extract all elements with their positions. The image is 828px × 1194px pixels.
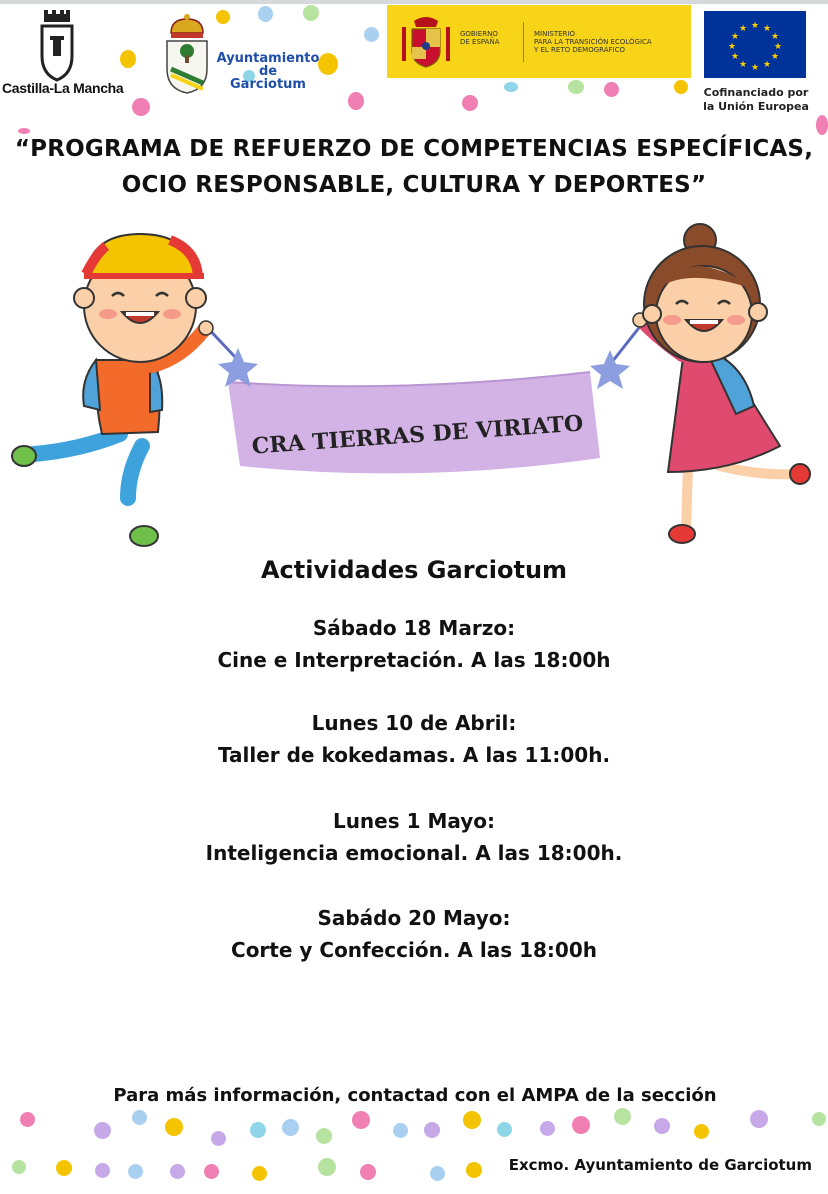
eu-flag-icon <box>704 11 806 78</box>
castilla-la-mancha-label: Castilla-La Mancha <box>2 80 124 96</box>
activity-description: Corte y Confección. A las 18:00h <box>231 938 597 962</box>
activity-date: Sabádo 20 Mayo: <box>317 906 511 930</box>
svg-text:★: ★ <box>762 24 772 34</box>
ministerio-label <box>534 30 652 54</box>
program-title <box>0 131 828 203</box>
left-star-wand-icon <box>204 324 258 387</box>
right-star-wand-icon <box>590 324 642 389</box>
ministerio-line-1: MINISTERIO <box>534 30 575 38</box>
eu-line-2: la Unión Europea <box>703 100 809 113</box>
ministerio-line-3: Y EL RETO DEMOGRÁFICO <box>534 46 625 54</box>
activity-description: Taller de kokedamas. A las 11:00h. <box>217 743 611 767</box>
activity-date: Lunes 1 Mayo: <box>332 809 496 833</box>
ministerio-separator <box>523 22 524 62</box>
activities-heading: Actividades Garciotum <box>260 556 568 584</box>
spain-coat-of-arms-icon <box>398 13 454 69</box>
svg-text:★: ★ <box>770 32 780 42</box>
ministerio-line-2: PARA LA TRANSICIÓN ECOLÓGICA <box>534 38 652 46</box>
title-line-1: “PROGRAMA DE REFUERZO DE COMPETENCIAS ESPECÍFICAS, <box>14 136 814 162</box>
svg-text:★: ★ <box>773 42 783 52</box>
ayuntamiento-line-2: de <box>258 64 278 79</box>
svg-text:★: ★ <box>750 21 760 31</box>
ayuntamiento-name <box>208 52 328 91</box>
banner <box>228 372 600 473</box>
activity-item <box>0 707 828 771</box>
activity-item <box>0 805 828 869</box>
title-line-2: OCIO RESPONSABLE, CULTURA Y DEPORTES” <box>121 172 707 198</box>
gobierno-label <box>460 30 500 46</box>
svg-text:★: ★ <box>750 63 760 73</box>
gobierno-line-2: DE ESPAÑA <box>460 38 500 46</box>
girl-illustration <box>633 224 810 543</box>
top-border <box>0 0 828 4</box>
svg-text:★: ★ <box>738 60 748 70</box>
activity-item <box>0 612 828 676</box>
activity-description: Inteligencia emocional. A las 18:00h. <box>205 841 623 865</box>
contact-info-text: Para más información, contactad con el AMPA de la sección <box>113 1085 717 1106</box>
banner-text: CRA TIERRAS DE VIRIATO <box>251 410 585 460</box>
activity-date: Sábado 18 Marzo: <box>312 616 516 640</box>
kids-banner-illustration <box>0 210 828 560</box>
gobierno-line-1: GOBIERNO <box>460 30 498 38</box>
ayuntamiento-line-3: Garciotum <box>230 77 306 92</box>
svg-text:★: ★ <box>762 60 772 70</box>
svg-text:★: ★ <box>727 42 737 52</box>
activity-description: Cine e Interpretación. A las 18:00h <box>217 648 611 672</box>
eu-cofinanced-label <box>700 86 812 114</box>
svg-text:★: ★ <box>730 32 740 42</box>
eu-line-1: Cofinanciado por <box>703 86 809 99</box>
organizer-text: Excmo. Ayuntamiento de Garciotum <box>508 1156 812 1174</box>
ayuntamiento-line-1: Ayuntamiento <box>216 51 320 66</box>
boy-illustration <box>12 234 213 546</box>
svg-text:★: ★ <box>730 52 740 62</box>
activity-date: Lunes 10 de Abril: <box>311 711 517 735</box>
svg-text:★: ★ <box>770 52 780 62</box>
coat-of-arms-icon <box>163 11 211 95</box>
activity-item <box>0 902 828 966</box>
svg-text:★: ★ <box>738 24 748 34</box>
